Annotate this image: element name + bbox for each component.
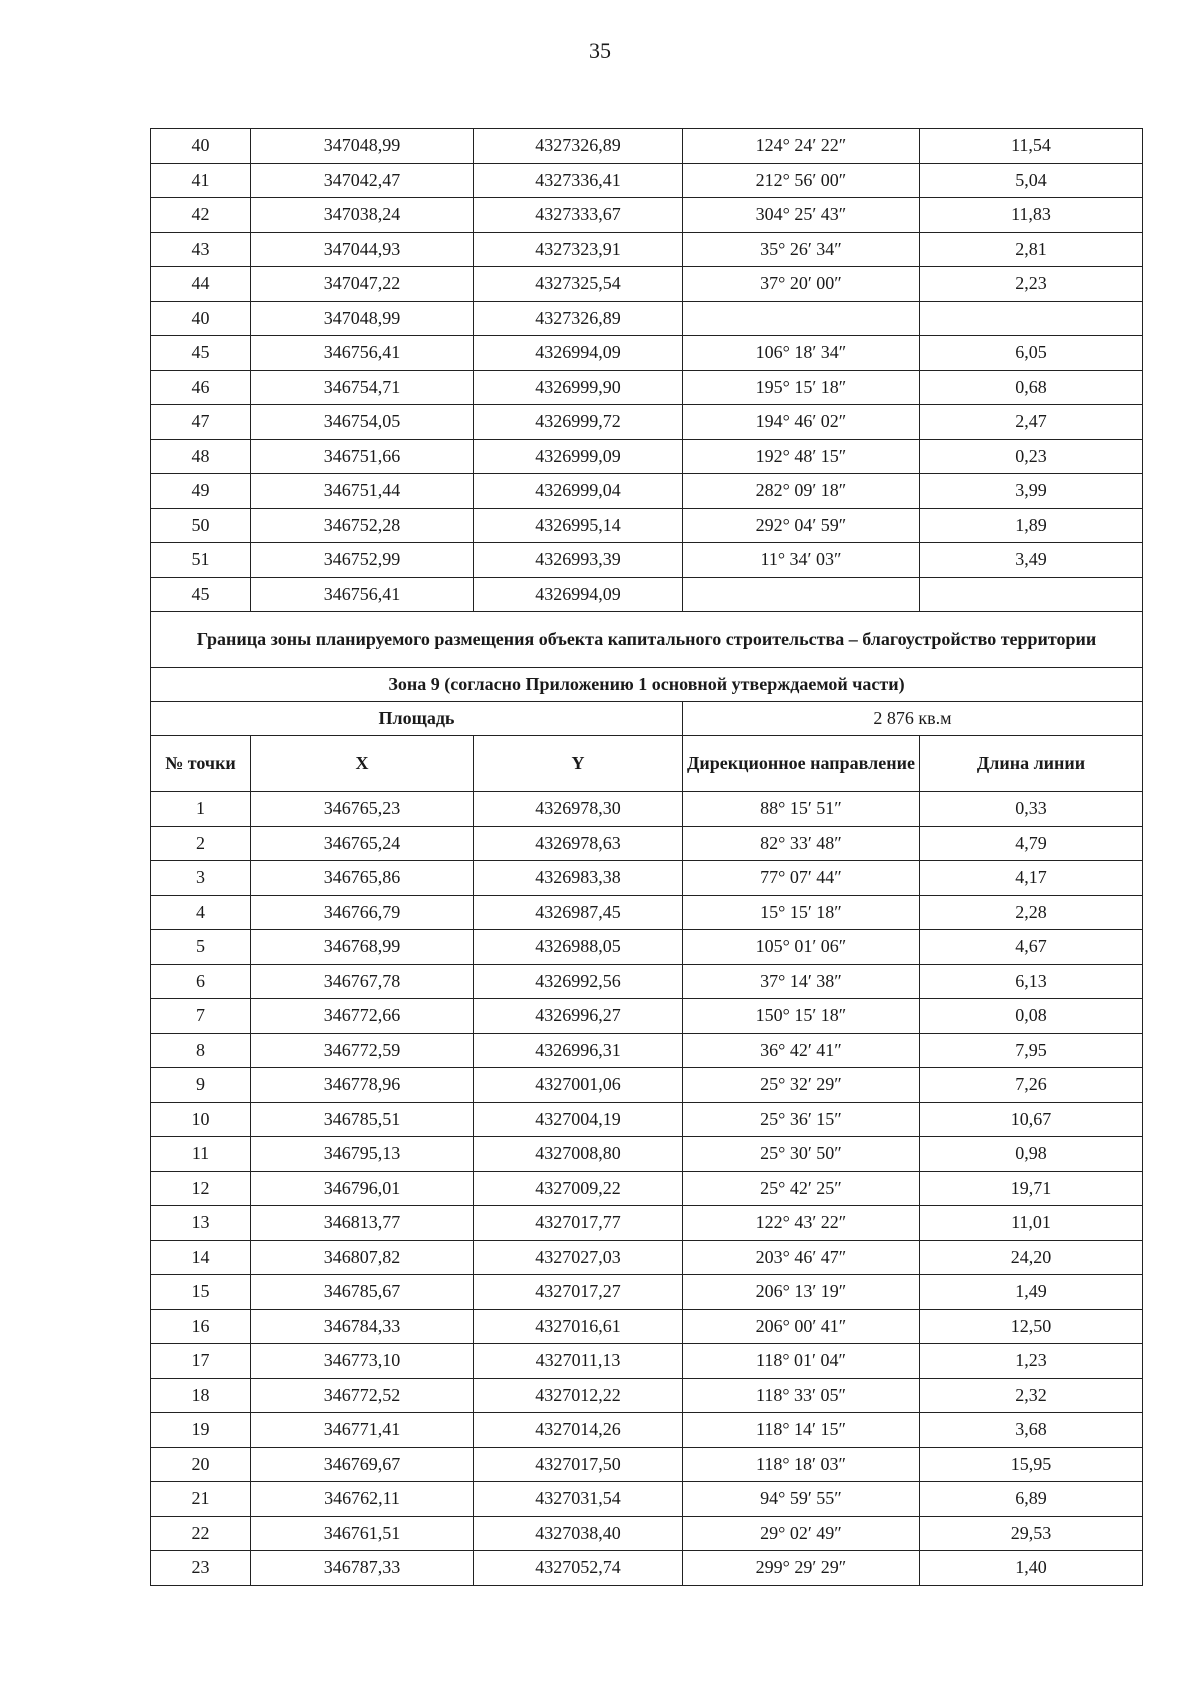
zone-title-row [151, 612, 1143, 668]
cell-x: 346795,13 [251, 1137, 474, 1172]
cell-y: 4326993,39 [474, 543, 683, 578]
cell-direction: 77° 07′ 44″ [683, 861, 920, 896]
cell-point: 21 [151, 1482, 251, 1517]
cell-direction: 124° 24′ 22″ [683, 129, 920, 164]
cell-x: 346785,51 [251, 1102, 474, 1137]
table-row [151, 1482, 1143, 1517]
column-header-row [151, 736, 1143, 792]
cell-length: 0,23 [920, 439, 1143, 474]
cell-x: 347048,99 [251, 301, 474, 336]
cell-x: 346813,77 [251, 1206, 474, 1241]
cell-x: 346754,71 [251, 370, 474, 405]
table-row [151, 301, 1143, 336]
cell-direction: 122° 43′ 22″ [683, 1206, 920, 1241]
cell-y: 4326988,05 [474, 930, 683, 965]
cell-direction: 118° 14′ 15″ [683, 1413, 920, 1448]
cell-point: 2 [151, 826, 251, 861]
cell-length: 2,28 [920, 895, 1143, 930]
cell-length: 2,47 [920, 405, 1143, 440]
cell-y: 4327325,54 [474, 267, 683, 302]
cell-x: 346771,41 [251, 1413, 474, 1448]
table-row [151, 232, 1143, 267]
cell-point: 40 [151, 301, 251, 336]
cell-length: 0,33 [920, 792, 1143, 827]
cell-point: 40 [151, 129, 251, 164]
cell-x: 346769,67 [251, 1447, 474, 1482]
cell-length: 11,54 [920, 129, 1143, 164]
cell-x: 346754,05 [251, 405, 474, 440]
cell-x: 346768,99 [251, 930, 474, 965]
cell-direction: 15° 15′ 18″ [683, 895, 920, 930]
cell-direction: 94° 59′ 55″ [683, 1482, 920, 1517]
cell-x: 346751,66 [251, 439, 474, 474]
cell-length: 5,04 [920, 163, 1143, 198]
cell-direction: 212° 56′ 00″ [683, 163, 920, 198]
cell-y: 4327011,13 [474, 1344, 683, 1379]
cell-y: 4327027,03 [474, 1240, 683, 1275]
cell-x: 347048,99 [251, 129, 474, 164]
cell-direction: 292° 04′ 59″ [683, 508, 920, 543]
cell-length: 4,67 [920, 930, 1143, 965]
cell-y: 4326978,63 [474, 826, 683, 861]
cell-x: 346765,24 [251, 826, 474, 861]
zone-title: Граница зоны планируемого размещения объекта капитального строительства – благоустройство территории [151, 612, 1143, 668]
cell-y: 4326987,45 [474, 895, 683, 930]
cell-direction: 150° 15′ 18″ [683, 999, 920, 1034]
cell-length: 2,81 [920, 232, 1143, 267]
header-length: Длина линии [920, 736, 1143, 792]
cell-x: 346772,52 [251, 1378, 474, 1413]
cell-length: 3,68 [920, 1413, 1143, 1448]
cell-x: 346772,59 [251, 1033, 474, 1068]
cell-point: 48 [151, 439, 251, 474]
cell-point: 43 [151, 232, 251, 267]
cell-point: 8 [151, 1033, 251, 1068]
cell-length: 0,08 [920, 999, 1143, 1034]
cell-point: 18 [151, 1378, 251, 1413]
cell-y: 4326999,72 [474, 405, 683, 440]
cell-direction [683, 301, 920, 336]
cell-direction [683, 577, 920, 612]
cell-direction: 192° 48′ 15″ [683, 439, 920, 474]
table-row [151, 198, 1143, 233]
table-row [151, 1206, 1143, 1241]
area-label: Площадь [151, 702, 683, 736]
cell-y: 4327333,67 [474, 198, 683, 233]
header-direction: Дирекционное направление [683, 736, 920, 792]
cell-y: 4327004,19 [474, 1102, 683, 1137]
cell-length [920, 577, 1143, 612]
cell-x: 346765,86 [251, 861, 474, 896]
header-y: Y [474, 736, 683, 792]
cell-x: 346751,44 [251, 474, 474, 509]
cell-y: 4326995,14 [474, 508, 683, 543]
table-row [151, 964, 1143, 999]
cell-y: 4326996,27 [474, 999, 683, 1034]
cell-length: 10,67 [920, 1102, 1143, 1137]
cell-point: 4 [151, 895, 251, 930]
cell-point: 19 [151, 1413, 251, 1448]
cell-direction: 106° 18′ 34″ [683, 336, 920, 371]
cell-y: 4327336,41 [474, 163, 683, 198]
cell-x: 346756,41 [251, 336, 474, 371]
cell-y: 4327052,74 [474, 1551, 683, 1586]
cell-y: 4327008,80 [474, 1137, 683, 1172]
cell-point: 41 [151, 163, 251, 198]
cell-length: 12,50 [920, 1309, 1143, 1344]
table-row [151, 895, 1143, 930]
cell-length: 29,53 [920, 1516, 1143, 1551]
cell-direction: 299° 29′ 29″ [683, 1551, 920, 1586]
table-row [151, 474, 1143, 509]
cell-x: 346796,01 [251, 1171, 474, 1206]
cell-y: 4326999,09 [474, 439, 683, 474]
cell-y: 4326994,09 [474, 577, 683, 612]
cell-x: 346784,33 [251, 1309, 474, 1344]
cell-length: 0,98 [920, 1137, 1143, 1172]
cell-x: 346767,78 [251, 964, 474, 999]
cell-point: 44 [151, 267, 251, 302]
cell-point: 15 [151, 1275, 251, 1310]
cell-length: 6,13 [920, 964, 1143, 999]
table-row [151, 1378, 1143, 1413]
cell-y: 4326994,09 [474, 336, 683, 371]
cell-point: 10 [151, 1102, 251, 1137]
table-row [151, 1309, 1143, 1344]
cell-point: 17 [151, 1344, 251, 1379]
table-row [151, 930, 1143, 965]
table-row [151, 267, 1143, 302]
cell-y: 4327326,89 [474, 301, 683, 336]
table-row [151, 1102, 1143, 1137]
table-row [151, 861, 1143, 896]
table-row [151, 405, 1143, 440]
cell-direction: 25° 42′ 25″ [683, 1171, 920, 1206]
cell-direction: 105° 01′ 06″ [683, 930, 920, 965]
cell-y: 4326992,56 [474, 964, 683, 999]
table-row [151, 336, 1143, 371]
cell-length: 3,49 [920, 543, 1143, 578]
cell-point: 13 [151, 1206, 251, 1241]
cell-y: 4327012,22 [474, 1378, 683, 1413]
cell-point: 3 [151, 861, 251, 896]
table-row [151, 1137, 1143, 1172]
zone-number-row [151, 668, 1143, 702]
area-row [151, 702, 1143, 736]
zone-header [151, 612, 1143, 792]
cell-direction: 206° 00′ 41″ [683, 1309, 920, 1344]
cell-x: 346765,23 [251, 792, 474, 827]
cell-length: 4,17 [920, 861, 1143, 896]
cell-length: 2,23 [920, 267, 1143, 302]
cell-direction: 194° 46′ 02″ [683, 405, 920, 440]
cell-point: 7 [151, 999, 251, 1034]
coordinates-table [150, 128, 1143, 1586]
cell-length: 3,99 [920, 474, 1143, 509]
page-number: 35 [589, 38, 611, 63]
cell-direction: 118° 01′ 04″ [683, 1344, 920, 1379]
zone-number-label: Зона 9 (согласно Приложению 1 основной утверждаемой части) [151, 668, 1143, 702]
cell-x: 346773,10 [251, 1344, 474, 1379]
table-row [151, 1171, 1143, 1206]
cell-point: 45 [151, 336, 251, 371]
cell-y: 4326978,30 [474, 792, 683, 827]
table-row [151, 1033, 1143, 1068]
cell-point: 20 [151, 1447, 251, 1482]
cell-point: 14 [151, 1240, 251, 1275]
cell-point: 9 [151, 1068, 251, 1103]
table-row [151, 1068, 1143, 1103]
cell-point: 16 [151, 1309, 251, 1344]
cell-x: 346761,51 [251, 1516, 474, 1551]
cell-y: 4326999,04 [474, 474, 683, 509]
cell-x: 347044,93 [251, 232, 474, 267]
cell-point: 5 [151, 930, 251, 965]
table-row [151, 1516, 1143, 1551]
cell-x: 347038,24 [251, 198, 474, 233]
cell-length: 2,32 [920, 1378, 1143, 1413]
cell-point: 22 [151, 1516, 251, 1551]
cell-x: 347042,47 [251, 163, 474, 198]
cell-point: 6 [151, 964, 251, 999]
cell-y: 4327038,40 [474, 1516, 683, 1551]
cell-length: 11,01 [920, 1206, 1143, 1241]
table-row [151, 370, 1143, 405]
cell-y: 4327001,06 [474, 1068, 683, 1103]
cell-point: 50 [151, 508, 251, 543]
table-row [151, 826, 1143, 861]
cell-direction: 25° 30′ 50″ [683, 1137, 920, 1172]
cell-length: 1,89 [920, 508, 1143, 543]
cell-y: 4327323,91 [474, 232, 683, 267]
cell-y: 4326996,31 [474, 1033, 683, 1068]
cell-y: 4326999,90 [474, 370, 683, 405]
cell-direction: 88° 15′ 51″ [683, 792, 920, 827]
cell-direction: 282° 09′ 18″ [683, 474, 920, 509]
table-row [151, 999, 1143, 1034]
table-row [151, 1275, 1143, 1310]
table-row [151, 1551, 1143, 1586]
cell-direction: 36° 42′ 41″ [683, 1033, 920, 1068]
cell-y: 4327017,27 [474, 1275, 683, 1310]
cell-y: 4327017,77 [474, 1206, 683, 1241]
cell-direction: 206° 13′ 19″ [683, 1275, 920, 1310]
cell-direction: 118° 18′ 03″ [683, 1447, 920, 1482]
cell-y: 4327326,89 [474, 129, 683, 164]
cell-length: 4,79 [920, 826, 1143, 861]
cell-x: 346756,41 [251, 577, 474, 612]
cell-length: 7,26 [920, 1068, 1143, 1103]
cell-y: 4327017,50 [474, 1447, 683, 1482]
cell-direction: 82° 33′ 48″ [683, 826, 920, 861]
header-point: № точки [151, 736, 251, 792]
cell-length: 24,20 [920, 1240, 1143, 1275]
cell-direction: 29° 02′ 49″ [683, 1516, 920, 1551]
cell-point: 49 [151, 474, 251, 509]
cell-point: 45 [151, 577, 251, 612]
cell-point: 42 [151, 198, 251, 233]
cell-x: 347047,22 [251, 267, 474, 302]
cell-x: 346752,28 [251, 508, 474, 543]
cell-length: 19,71 [920, 1171, 1143, 1206]
header-x: X [251, 736, 474, 792]
cell-x: 346807,82 [251, 1240, 474, 1275]
cell-length: 6,05 [920, 336, 1143, 371]
table-row [151, 543, 1143, 578]
cell-y: 4327031,54 [474, 1482, 683, 1517]
cell-direction: 25° 36′ 15″ [683, 1102, 920, 1137]
table-row [151, 129, 1143, 164]
cell-length: 1,23 [920, 1344, 1143, 1379]
table-row [151, 1240, 1143, 1275]
cell-direction: 37° 20′ 00″ [683, 267, 920, 302]
cell-direction: 195° 15′ 18″ [683, 370, 920, 405]
cell-direction: 203° 46′ 47″ [683, 1240, 920, 1275]
table-row [151, 1447, 1143, 1482]
cell-x: 346772,66 [251, 999, 474, 1034]
cell-y: 4327016,61 [474, 1309, 683, 1344]
cell-direction: 35° 26′ 34″ [683, 232, 920, 267]
cell-length: 1,49 [920, 1275, 1143, 1310]
cell-x: 346785,67 [251, 1275, 474, 1310]
cell-length [920, 301, 1143, 336]
table-row [151, 1413, 1143, 1448]
cell-length: 0,68 [920, 370, 1143, 405]
cell-x: 346762,11 [251, 1482, 474, 1517]
cell-x: 346752,99 [251, 543, 474, 578]
cell-direction: 37° 14′ 38″ [683, 964, 920, 999]
cell-x: 346766,79 [251, 895, 474, 930]
cell-length: 11,83 [920, 198, 1143, 233]
coordinates-rows-before [151, 129, 1143, 612]
cell-point: 11 [151, 1137, 251, 1172]
cell-point: 1 [151, 792, 251, 827]
cell-point: 51 [151, 543, 251, 578]
cell-y: 4327009,22 [474, 1171, 683, 1206]
cell-direction: 25° 32′ 29″ [683, 1068, 920, 1103]
coordinates-rows-after [151, 792, 1143, 1586]
table-row [151, 577, 1143, 612]
cell-direction: 118° 33′ 05″ [683, 1378, 920, 1413]
cell-direction: 11° 34′ 03″ [683, 543, 920, 578]
cell-y: 4326983,38 [474, 861, 683, 896]
cell-length: 7,95 [920, 1033, 1143, 1068]
table-row [151, 439, 1143, 474]
cell-y: 4327014,26 [474, 1413, 683, 1448]
cell-point: 23 [151, 1551, 251, 1586]
cell-x: 346778,96 [251, 1068, 474, 1103]
cell-length: 1,40 [920, 1551, 1143, 1586]
table-row [151, 508, 1143, 543]
cell-point: 47 [151, 405, 251, 440]
cell-direction: 304° 25′ 43″ [683, 198, 920, 233]
cell-length: 15,95 [920, 1447, 1143, 1482]
table-row [151, 792, 1143, 827]
table-row [151, 163, 1143, 198]
cell-point: 46 [151, 370, 251, 405]
cell-length: 6,89 [920, 1482, 1143, 1517]
area-value: 2 876 кв.м [683, 702, 1143, 736]
table-row [151, 1344, 1143, 1379]
cell-point: 12 [151, 1171, 251, 1206]
cell-x: 346787,33 [251, 1551, 474, 1586]
